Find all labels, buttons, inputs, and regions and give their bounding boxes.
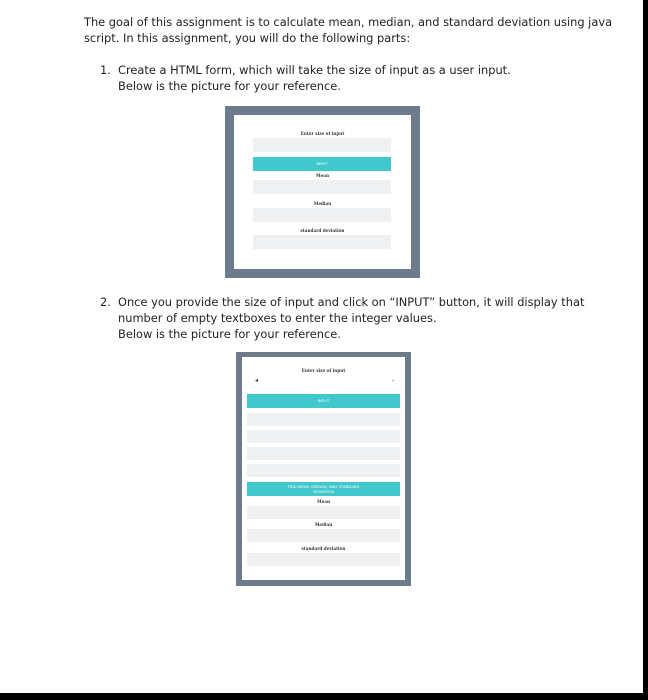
figure-2-mean-output (247, 506, 400, 519)
figure-1-mean-label: Mean (315, 173, 330, 178)
figure-2-find-button-line-1: FIND MEAN, MEDIAN, AND STANDARD (287, 484, 360, 489)
step-2-line-3: Below is the picture for your reference. (118, 327, 341, 341)
figure-2-std-output (247, 553, 400, 566)
figure-2-value-input-3 (247, 447, 400, 460)
figure-2-find-button (247, 482, 400, 496)
step-1-line-1: Create a HTML form, which will take the size of input as a user input. (118, 63, 511, 77)
figure-1-form (234, 115, 411, 269)
intro-paragraph (84, 14, 612, 46)
figure-2-median-output (247, 529, 400, 542)
figure-1 (225, 106, 420, 278)
intro-line-1: The goal of this assignment is to calculate mean, median, and standard deviation using java (84, 15, 613, 29)
figure-2-input-button: INPUT (247, 394, 400, 408)
figure-2-size-input (247, 375, 400, 388)
step-1-number: 1. (100, 63, 111, 77)
figure-2-enter-size-label: Enter size of input (301, 368, 346, 373)
left-arrow-icon: ◂ (255, 378, 259, 384)
step-2 (100, 294, 584, 342)
figure-2-mean-label: Mean (316, 499, 331, 504)
figure-1-size-input (253, 138, 391, 152)
step-2-line-1: Once you provide the size of input and click on “INPUT” button, it will display that (118, 295, 585, 309)
figure-2-value-input-2 (247, 430, 400, 443)
figure-2-median-label: Median (314, 522, 333, 527)
step-1-line-2: Below is the picture for your reference. (118, 79, 341, 93)
figure-1-std-output (253, 235, 391, 249)
figure-2 (236, 352, 411, 586)
step-2-number: 2. (100, 295, 111, 309)
figure-2-form (242, 357, 405, 580)
figure-1-enter-size-label: Enter size of input (300, 131, 345, 136)
figure-1-median-output (253, 208, 391, 222)
figure-2-find-button-line-2: DEVIATION (313, 489, 334, 494)
step-1 (100, 62, 511, 94)
figure-1-mean-output (253, 180, 391, 194)
figure-1-std-label: standard deviation (300, 228, 345, 233)
step-2-line-2: number of empty textboxes to enter the integer values. (118, 311, 437, 325)
right-arrow-icon: ▸ (392, 378, 396, 384)
figure-2-value-input-4 (247, 464, 400, 477)
figure-1-input-button: INPUT (253, 157, 391, 171)
figure-1-median-label: Median (313, 201, 332, 206)
intro-line-2: script. In this assignment, you will do the following parts: (84, 31, 411, 45)
figure-2-std-label: standard deviation (301, 546, 346, 551)
figure-2-value-input-1 (247, 413, 400, 426)
